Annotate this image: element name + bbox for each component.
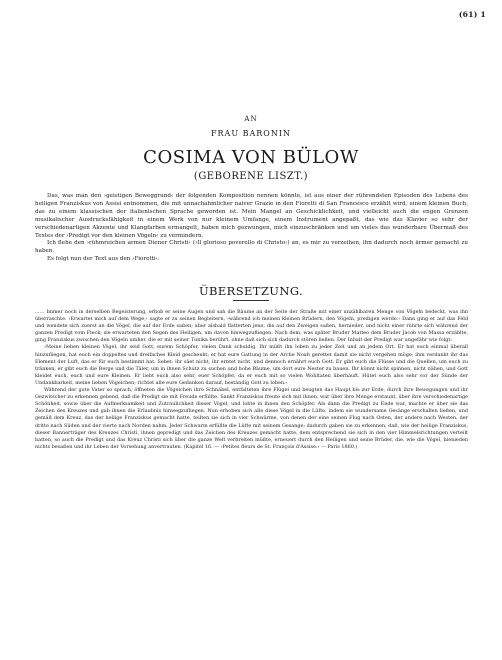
preface-paragraph-1: Das, was man den ›geistigen Beweggrund‹ der folgenden Komposition nennen könnte, ist aus einer der rührendsten Episoden des Lebens des heiligen Franziskus von Assisi entnommen, die mit unnachahmlicher naiver Grazie in den Fioretti di San Francesco erzählt wird, einem kleinen Buch, das zu einem klassischen der italienischen Sprache geworden ist. Mein Mangel an Geschicklichkeit, und vielleicht auch die engen Grenzen musikalischer Ausdrucksfähigkeit in einem Werk von nur kleinem Umfange, einem Instrument angepaßt, das wie das Klavier so sehr der verschiedenartigen Akzente und Klangfarben ermangelt, haben mich gezwungen, mich einzuschränken und um vieles das wunderbare Übermaß des Textes der ›Predigt vor den kleinen Vögeln‹ zu vermindern. [35,193,468,239]
translation-text [35,309,468,451]
translation-paragraph-3: Während der gute Vater so sprach, öffneten die Vögelchen ihre Schnäbel, entfalteten ihre Flügel und beugten das Haupt bis zur Erde, durch ihre Bewegungen und ihr Gezwitscher zu erkennen gebend, daß die Predigt sie mit Freude erfüllte. Sankt Franziskus freute sich mit ihnen, war über ihre Menge erstaunt, über ihre verschiedenartige Schönheit, sowie über die Aufmerksamkeit und Zutraulichkeit dieser Vögel, und lobte in ihnen den Schöpfer. Als dann die Predigt zu Ende war, machte er über sie das Zeichen des Kreuzes und gab ihnen die Erlaubnis hinwegzufliegen. Nun erhoben sich alle diese Vögel in die Lüfte, indem sie wundersame Gesänge erschallen ließen, und gemäß dem Kreuz, das der heilige Franziskus gemacht hatte, teilten sie sich in vier Schwärme, von denen der eine seinen Flug nach Osten, der andere nach Westen, der dritte nach Süden und der vierte nach Norden nahm. Jeder Schwarm erfüllte die Lüfte mit seinem Gesange; dadurch gaben sie zu erkennen, daß, wie der heilige Franziskus, dieser Bannerträger des Kreuzes Christi, ihnen gepredigt und das Zeichen des Kreuzes gemacht hatte, dem entsprechend sie sich in den vier Himmelsrichtungen verteilt hatten, so auch die Predigt und das Kreuz Christi sich über die ganze Welt verbreiten müßte, erneuert durch den Heiligen und seine Brüder, die, wie die Vögel, hienieden nichts besaßen und ihr Leben der Vorsehung anvertrauten. (Kapitel 16. — ›Petites fleurs de St. François d'Assise.‹ — Paris 1860.) [35,387,468,450]
heading-rule [233,300,269,301]
dedication-frau-baronin: FRAU BARONIN [210,129,292,138]
preface-paragraph-2: Ich flehe den ›rühmreichen armen Diener Christi‹ (›Il glorioso poverello di Christo‹) an, es mir zu verzeihen, ihn dadurch noch ärmer gemacht zu haben. [35,240,468,255]
dedication-an: AN [244,115,258,123]
translation-paragraph-2: ›Meine lieben kleinen Vögel, ihr seid Gott, eurem Schöpfer, vielen Dank schuldig. Ihr müßt ihn loben zu jeder Zeit und an jedem Ort. Er hat euch einmal überall hinzufliegen, hat euch ein doppeltes und dreifaches Kleid geschenkt; er hat eure Gattung in der Arche Noah gerettet damit sie nicht vergehen möge; ihm verdankt ihr das Element der Luft, das er für euch bestimmt hat. Sebet: ihr säet nicht, ihr erntet nicht, und dennoch ernährt euch Gott. Er gibt euch die Flüsse und die Quellen, um euch zu tränken, er gibt euch die Berge und die Täler, um in ihnen Schutz zu suchen und hohe Bäume, um dort eure Nester zu bauen. Ihr könnt nicht spinnen, nicht nähen, und Gott kleidet euch, euch und eure Kleinen. Er liebt euch also sehr, euer Schöpfer, da er euch mit so vielen Wohltaten überhäuft. Hütet euch also sehr vor der Sünde der Undankbarkeit, meine lieben Vögelchen; richtet alle eure Gedanken darauf, beständig Gott zu loben.‹ [35,344,468,386]
page-number: (61) 1 [458,10,486,19]
translation-paragraph-1: ...... Immer noch in derselben Begeisterung, erhob er seine Augen und sah die Bäume an der Seite der Straße mit einer unzählbaren Menge von Vögeln bedeckt, was ihn überraschte. ›Erwartet mich auf dem Wege,‹ sagte er zu seinen Begleitern, ›während ich meinen kleinen Brüdern, den Vögeln, predigen werde.‹ Dann ging er auf das Feld und wendete sich zuerst an die Vögel, die auf der Erde saßen; aber alsbald flatterten jene, die auf den Zweigen saßen, hernieder, und nicht einer rührte sich während der ganzen Predigt vom Fleck; sie erwarteten den Segen des Heiligen, um davon hinwegzufliegen. Nach dem, was später Bruder Matteo dem Bruder Jacob von Massa erzählte, ging Franziskus zwischen den Vögeln umher, die er mit seiner Tunika berührt, ohne daß sich sich dadurch stören ließen. Der Inhalt der Predigt war ungefähr wie folgt: [35,309,468,344]
dedication-name: COSIMA VON BÜLOW [143,147,359,168]
section-heading: ÜBERSETZUNG. [198,284,304,298]
dedication-geboren: (GEBORENE LISZT.) [193,171,309,182]
preface-paragraph-3: Es folgt nun der Text aus den ›Fioretti‹. [47,256,160,263]
preface [35,193,468,264]
